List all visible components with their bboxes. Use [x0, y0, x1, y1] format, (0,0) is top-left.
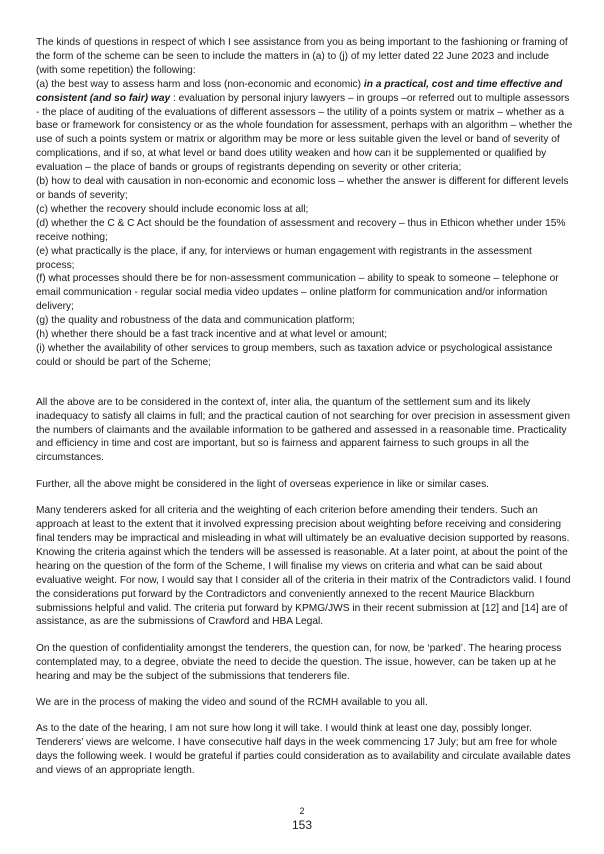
stamp-number: 153	[291, 818, 313, 832]
overseas-paragraph: Further, all the above might be considered in the light of overseas experience in like or similar cases.	[36, 478, 490, 490]
confidentiality-paragraph: On the question of confidentiality amongst the tenderers, the question can, for now, be ‘parked’. The hearing process contemplated may, to a degree, obviate the need to decide the question. The issue, however, can be taken up at he hearing and may be the subject of the submissions that tenderers file.	[36, 642, 562, 682]
video-paragraph: We are in the process of making the video and sound of the RCMH available to you all.	[36, 697, 428, 709]
context-paragraph: All the above are to be considered in the context of, inter alia, the quantum of the settlement sum and its likely inadequacy to satisfy all claims in full; and the practical caution of not searching for over precision in assessment given the numbers of claimants and the available information to be gathered and assessed in a reasonable time. Practicality and efficiency in time and cost are important, but so is fairness and apparent fairness to such groups in all the circumstances.	[36, 396, 570, 464]
criteria-paragraph: Many tenderers asked for all criteria and the weighting of each criterion before amending their tenders. Such an approach at least to the extent that it involved expressing precision about weighting before receiving and considering final tenders may be impractical and misleading in what will ultimately be an evaluative decision supported by reasons. Knowing the criteria against which the tenders will be assessed is reasonable. At a later point, at about the point of the hearing on the question of the form of the Scheme, I will finalise my views on criteria and what can be said about evaluative weight. For now, I would say that I consider all of the criteria in their matrix of the Contradictors valid. I found the considerations put forward by the Contradictors and conveniently annexed to the recent Maurice Blackburn submissions helpful and valid. The criteria put forward by KPMG/JWS in their recent submission at [12] and [14] are of assistance, as are the submissions of Crawford and HBA Legal.	[36, 505, 571, 628]
item-i: (i) whether the availability of other services to group members, such as taxation advice or psychological assistance could or should be part of the Scheme;	[36, 342, 553, 368]
item-a	[36, 78, 573, 175]
questions-section	[36, 36, 573, 370]
item-c: (c) whether the recovery should include economic loss at all;	[36, 203, 309, 215]
item-h: (h) whether there should be a fast track incentive and at what level or amount;	[36, 329, 388, 341]
intro-paragraph: The kinds of questions in respect of which I see assistance from you as being important to the fashioning or framing of the form of the scheme can be seen to include the matters in (a) to (j) of my letter dated 22 June 2023 and include (with some repetition) the following:	[36, 37, 568, 76]
item-a-emphasis: in a practical, cost and time effective and consistent (and so fair) way	[36, 78, 563, 104]
item-b: (b) how to deal with causation in non-economic and economic loss – whether the answer is different for different levels or bands of severity;	[36, 176, 569, 201]
item-a-continuation: : evaluation by personal injury lawyers – in groups –or referred out to multiple assessors - the place of auditing of the evaluations of different assessors – the utility of a points system or matrix – whether as a base or framework for consistency or as the whole foundation for assessment, perhaps with an algorithm – whether the use of such a points system or matrix or algorithm may be more or less suitable given the level or band of severity of complications, and if so, at what level or band does utility weaken and how can it be supplemented or qualified by evaluation – the place of bands or groups of registrants depending on severity or other criteria;	[36, 92, 573, 174]
hearing-date-paragraph: As to the date of the hearing, I am not sure how long it will take. I would think at least one day, possibly longer. Tenderers’ views are welcome. I have consecutive half days in the week commencing 17 July; but am free for whole days the following week. I would be grateful if parties could consideration as to availability and circulate available dates and views of an appropriate length.	[36, 723, 571, 777]
item-f: (f) what processes should there be for non-assessment communication – ability to speak to someone – telephone or email communication - regular social media video updates – online platform for communication and/or information delivery;	[36, 273, 559, 313]
item-e: (e) what practically is the place, if any, for interviews or human engagement with registrants in the assessment process;	[36, 245, 532, 271]
item-a-text: (a) the best way to assess harm and loss (non-economic and economic)	[36, 78, 364, 90]
page-number: 2	[299, 806, 305, 816]
item-g: (g) the quality and robustness of the data and communication platform;	[36, 315, 355, 327]
item-d: (d) whether the C & C Act should be the foundation of assessment and recovery – thus in Ethicon whether under 15% receive nothing;	[36, 217, 566, 243]
